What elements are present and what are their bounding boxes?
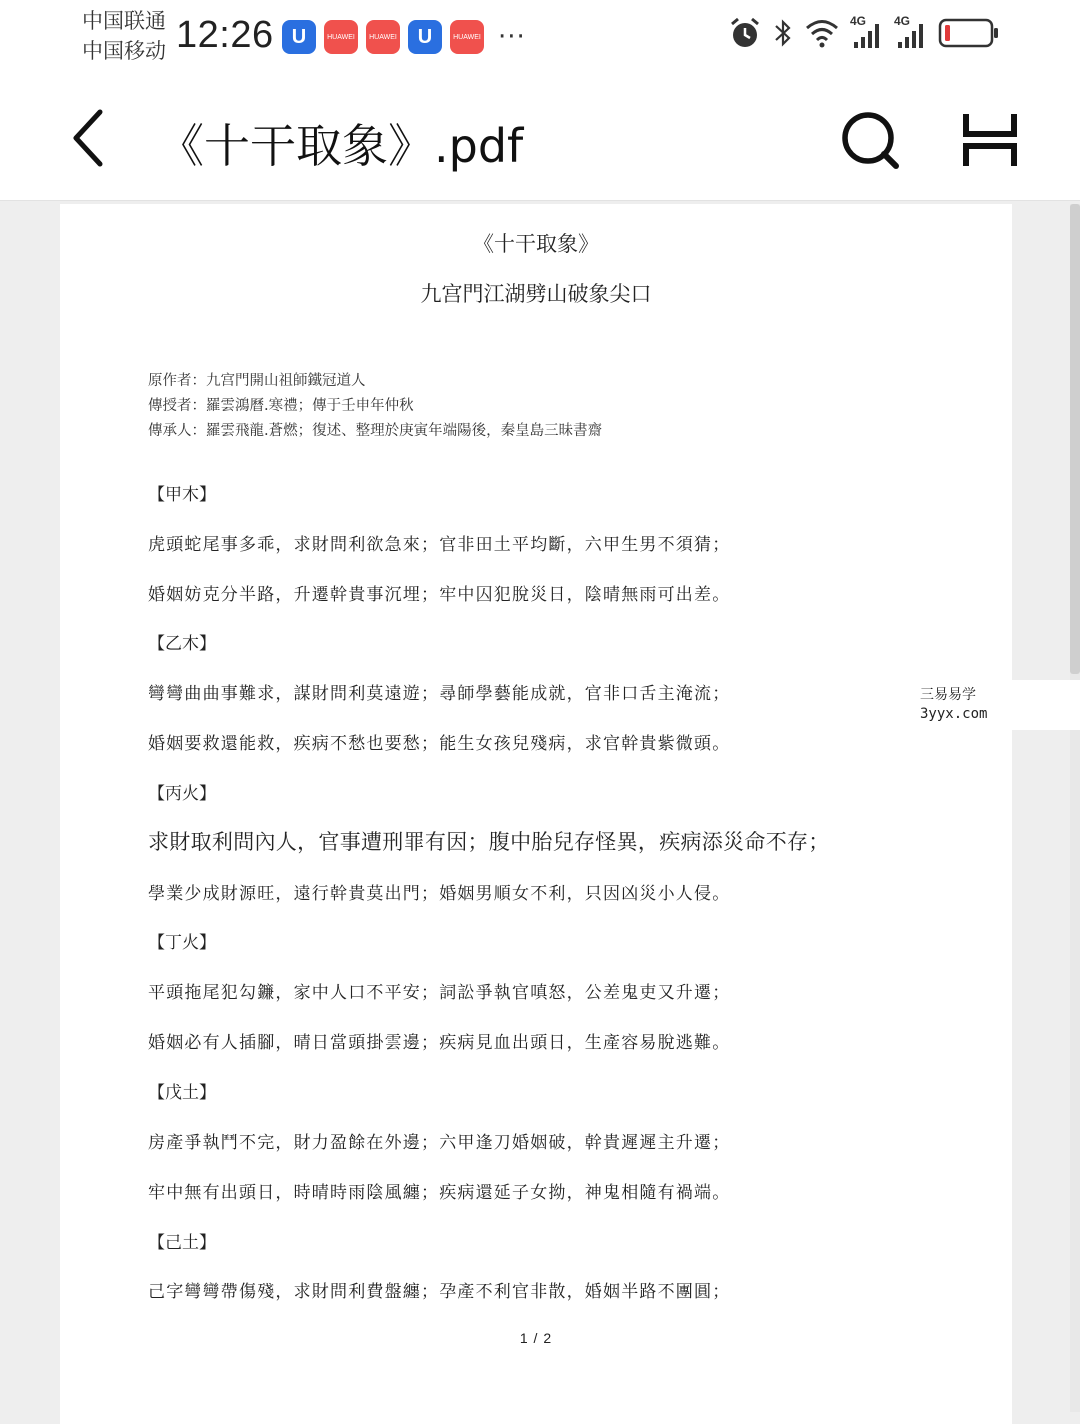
meta-author: 原作者：九宫門開山祖師鐵冠道人 — [148, 373, 366, 389]
pdf-page[interactable] — [60, 204, 1012, 1424]
watermark — [900, 680, 1080, 730]
search-button[interactable] — [838, 108, 902, 172]
text-line: 學業少成財源旺，遠行幹貴莫出門；婚姻男順女不利，只因凶災小人侵。 — [148, 884, 731, 904]
section-heading: 【戊土】 — [148, 1083, 216, 1103]
page-subtitle: 九宫門江湖劈山破象尖口 — [420, 282, 652, 306]
page-title: 《十干取象》 — [473, 232, 599, 256]
battery-low-icon — [938, 16, 1000, 50]
search-icon — [838, 108, 902, 172]
page-number: 1 / 2 — [519, 1330, 553, 1346]
text-line: 婚姻要救還能救，疾病不愁也要愁；能生女孩兒殘病，求官幹貴紫微頭。 — [148, 734, 731, 754]
huawei-notification-icon: HUAWEI — [450, 20, 484, 54]
network-type-1: 4G — [850, 14, 867, 28]
text-line: 婚姻妨克分半路，升遷幹貴事沉埋；牢中囚犯脫災日，陰晴無雨可出差。 — [148, 585, 731, 605]
notification-app-icon: U — [408, 20, 442, 54]
signal-bars-icon — [850, 16, 884, 50]
text-line: 牢中無有出頭日，時晴時雨陰風纏；疾病還延子女拗，神鬼相隨有禍端。 — [148, 1183, 731, 1203]
section-heading: 【丙火】 — [148, 784, 216, 804]
back-button[interactable] — [66, 106, 122, 170]
more-notifications-icon: ··· — [498, 22, 526, 52]
text-line: 婚姻必有人插腳，晴日當頭掛雲邊；疾病見血出頭日，生產容易脫逃難。 — [148, 1033, 731, 1053]
wifi-icon — [804, 16, 840, 50]
section-heading: 【己土】 — [148, 1233, 216, 1253]
network-type-2: 4G — [894, 14, 911, 28]
carrier-2: 中国移动 — [82, 39, 166, 63]
status-bar — [0, 0, 1080, 80]
app-bar — [0, 80, 1080, 201]
scrollbar[interactable] — [1070, 204, 1080, 1412]
system-icons — [728, 16, 1000, 50]
text-line: 己字彎彎帶傷殘，求財問利費盤纏；孕產不利官非散，婚姻半路不團圓； — [148, 1282, 731, 1302]
scrollbar-thumb[interactable] — [1070, 204, 1080, 674]
huawei-notification-icon: HUAWEI — [366, 20, 400, 54]
meta-transmitter: 傳授者：羅雲鴻曆.寒禮；傳于壬申年仲秋 — [148, 398, 414, 414]
section-heading: 【乙木】 — [148, 634, 216, 654]
text-line: 虎頭蛇尾事多乖，求財問利欲急來；官非田土平均斷，六甲生男不須猜； — [148, 535, 731, 555]
close-icon — [958, 108, 1022, 172]
text-line: 求財取利問內人，官事遭刑罪有因；腹中胎兒存怪異，疾病添災命不存； — [148, 830, 830, 854]
meta-inheritor: 傳承人：羅雲飛龍.蒼燃；復述、整理於庚寅年端陽後，秦皇島三昧書齋 — [148, 423, 603, 439]
huawei-notification-icon: HUAWEI — [324, 20, 358, 54]
bluetooth-icon — [772, 16, 794, 50]
carrier-1: 中国联通 — [82, 9, 166, 33]
signal-1 — [850, 16, 884, 50]
text-line: 平頭拖尾犯勾鐮，家中人口不平安；詞訟爭執官嗔怒，公差鬼吏又升遷； — [148, 983, 731, 1003]
section-heading: 【甲木】 — [148, 485, 216, 505]
watermark-name: 三易易学 — [920, 687, 976, 703]
document-title: 《十干取象》.pdf — [158, 119, 524, 173]
watermark-url: 3yyx.com — [920, 706, 988, 722]
notification-icons — [282, 20, 526, 54]
signal-bars-icon — [894, 16, 928, 50]
status-time: 12:26 — [176, 14, 274, 56]
chevron-left-icon — [66, 106, 122, 170]
close-button[interactable] — [958, 108, 1022, 172]
section-heading: 【丁火】 — [148, 933, 216, 953]
signal-2 — [894, 16, 928, 50]
notification-app-icon: U — [282, 20, 316, 54]
text-line: 彎彎曲曲事難求，謀財問利莫遠遊；尋師學藝能成就，官非口舌主淹流； — [148, 684, 731, 704]
alarm-icon — [728, 16, 762, 50]
text-line: 房產爭執鬥不完，財力盈餘在外邊；六甲逢刀婚姻破，幹貴遲遲主升遷； — [148, 1133, 731, 1153]
carrier-labels — [82, 6, 166, 66]
